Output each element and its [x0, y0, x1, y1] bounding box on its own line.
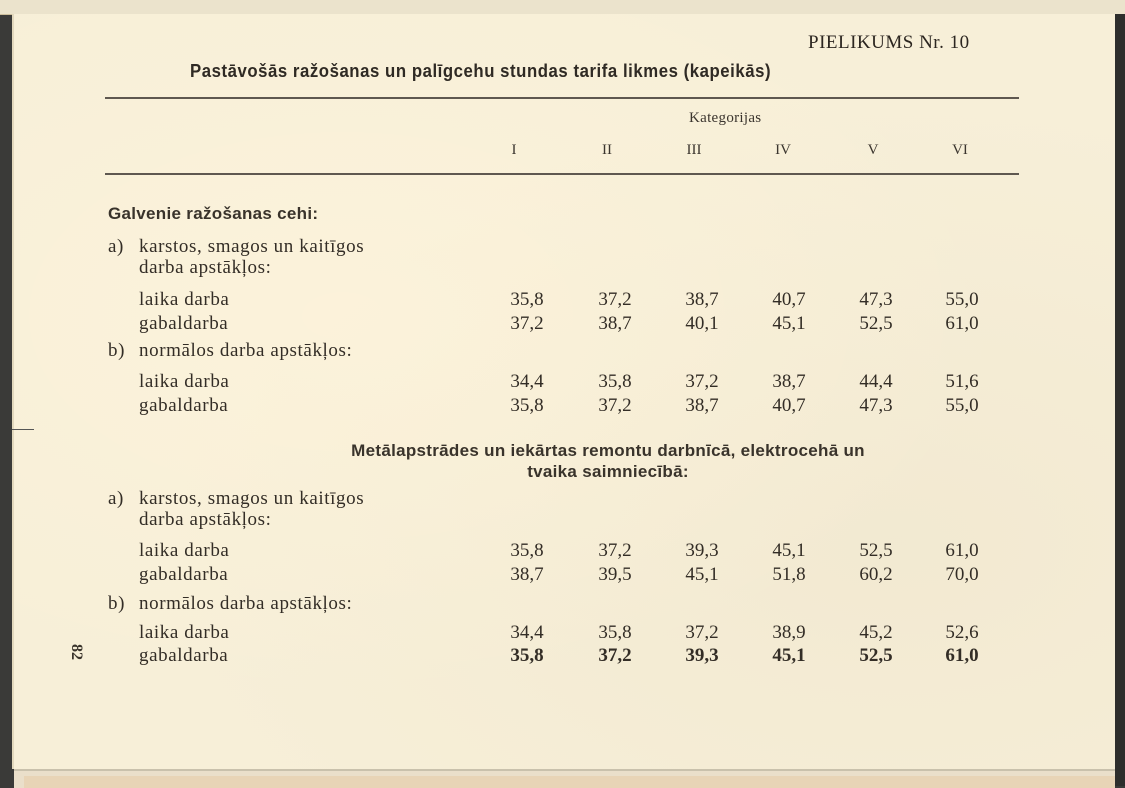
cell-value: 37,2	[685, 622, 719, 643]
section-title	[248, 440, 968, 482]
category-header: IV	[775, 142, 791, 158]
cell-value: 39,3	[685, 645, 719, 666]
row-label: laika darba	[139, 540, 230, 561]
category-header: III	[686, 142, 702, 158]
cell-value: 61,0	[945, 645, 979, 666]
cell-value: 40,7	[772, 289, 806, 310]
row-label: gabaldarba	[139, 645, 229, 666]
group-label-line: normālos darba apstākļos:	[139, 593, 353, 614]
group-marker: b)	[108, 340, 126, 361]
previous-page-edge	[0, 0, 1125, 15]
group-label-line: darba apstākļos:	[139, 509, 272, 530]
group-marker: a)	[108, 488, 124, 509]
table-row	[139, 645, 979, 667]
table-row	[139, 540, 979, 562]
row-label: gabaldarba	[139, 564, 229, 585]
cell-value: 45,1	[772, 540, 806, 561]
cell-value: 35,8	[598, 371, 632, 392]
book-edge	[1115, 14, 1125, 786]
cell-value: 34,4	[510, 371, 544, 392]
group-marker: a)	[108, 236, 124, 257]
cell-value: 55,0	[945, 289, 979, 310]
table-row	[139, 289, 979, 311]
group-marker: b)	[108, 593, 126, 614]
cell-value: 38,7	[510, 564, 544, 585]
table-row	[139, 313, 979, 335]
cell-value: 61,0	[945, 540, 979, 561]
header-rule	[105, 173, 1019, 175]
cell-value: 45,1	[772, 313, 806, 334]
cell-value: 39,3	[685, 540, 719, 561]
cell-value: 44,4	[859, 371, 893, 392]
group-label-line: darba apstākļos:	[139, 257, 272, 278]
section-title: Galvenie ražošanas cehi:	[108, 204, 319, 223]
top-rule	[105, 97, 1019, 99]
cell-value: 51,8	[772, 564, 806, 585]
category-header: VI	[952, 142, 968, 158]
cell-value: 35,8	[598, 622, 632, 643]
section-title-line: tvaika saimniecībā:	[527, 462, 689, 481]
cell-value: 38,7	[598, 313, 632, 334]
cell-value: 60,2	[859, 564, 893, 585]
cell-value: 38,7	[772, 371, 806, 392]
cell-value: 40,1	[685, 313, 719, 334]
cell-value: 35,8	[510, 289, 544, 310]
cell-value: 55,0	[945, 395, 979, 416]
cell-value: 37,2	[598, 395, 632, 416]
condition-group-label	[108, 593, 352, 614]
row-label: gabaldarba	[139, 313, 229, 334]
cell-value: 40,7	[772, 395, 806, 416]
cell-value: 35,8	[510, 540, 544, 561]
cell-value: 52,5	[859, 540, 893, 561]
condition-group-label	[108, 340, 352, 361]
section-title-line: Metālapstrādes un iekārtas remontu darbnīcā, elektrocehā un	[351, 441, 865, 460]
cell-value: 61,0	[945, 313, 979, 334]
cell-value: 52,5	[859, 313, 893, 334]
cell-value: 37,2	[598, 540, 632, 561]
cell-value: 38,7	[685, 395, 719, 416]
cell-value: 35,8	[510, 645, 544, 666]
category-heading: Kategorijas	[689, 110, 762, 126]
page-title: Pastāvošās ražošanas un palīgcehu stundas tarifa likmes (kapeikās)	[190, 61, 772, 81]
appendix-label: PIELIKUMS Nr. 10	[808, 32, 970, 53]
cell-value: 37,2	[510, 313, 544, 334]
category-header: II	[602, 142, 612, 158]
table-row	[139, 564, 979, 586]
cell-value: 35,8	[510, 395, 544, 416]
cell-value: 45,1	[685, 564, 719, 585]
row-label: laika darba	[139, 622, 230, 643]
cell-value: 37,2	[598, 289, 632, 310]
cell-value: 39,5	[598, 564, 632, 585]
category-header: I	[511, 142, 517, 158]
row-label: laika darba	[139, 371, 230, 392]
cell-value: 52,6	[945, 622, 979, 643]
cell-value: 38,9	[772, 622, 806, 643]
row-label: gabaldarba	[139, 395, 229, 416]
next-page-edge	[14, 769, 1115, 788]
condition-group-label	[108, 236, 364, 278]
group-label-line: karstos, smagos un kaitīgos	[139, 236, 365, 257]
category-header: V	[867, 142, 879, 158]
cell-value: 47,3	[859, 395, 893, 416]
group-label-line: normālos darba apstākļos:	[139, 340, 353, 361]
cell-value: 38,7	[685, 289, 719, 310]
margin-mark	[12, 429, 34, 430]
cell-value: 37,2	[685, 371, 719, 392]
cell-value: 70,0	[945, 564, 979, 585]
cell-value: 47,3	[859, 289, 893, 310]
cell-value: 51,6	[945, 371, 979, 392]
condition-group-label	[108, 488, 364, 530]
table-row	[139, 622, 979, 644]
cell-value: 52,5	[859, 645, 893, 666]
page-number: 82	[68, 644, 85, 660]
cell-value: 34,4	[510, 622, 544, 643]
cell-value: 45,1	[772, 645, 806, 666]
row-label: laika darba	[139, 289, 230, 310]
group-label-line: karstos, smagos un kaitīgos	[139, 488, 365, 509]
table-row	[139, 395, 979, 417]
cell-value: 45,2	[859, 622, 893, 643]
cell-value: 37,2	[598, 645, 632, 666]
table-row	[139, 371, 979, 393]
